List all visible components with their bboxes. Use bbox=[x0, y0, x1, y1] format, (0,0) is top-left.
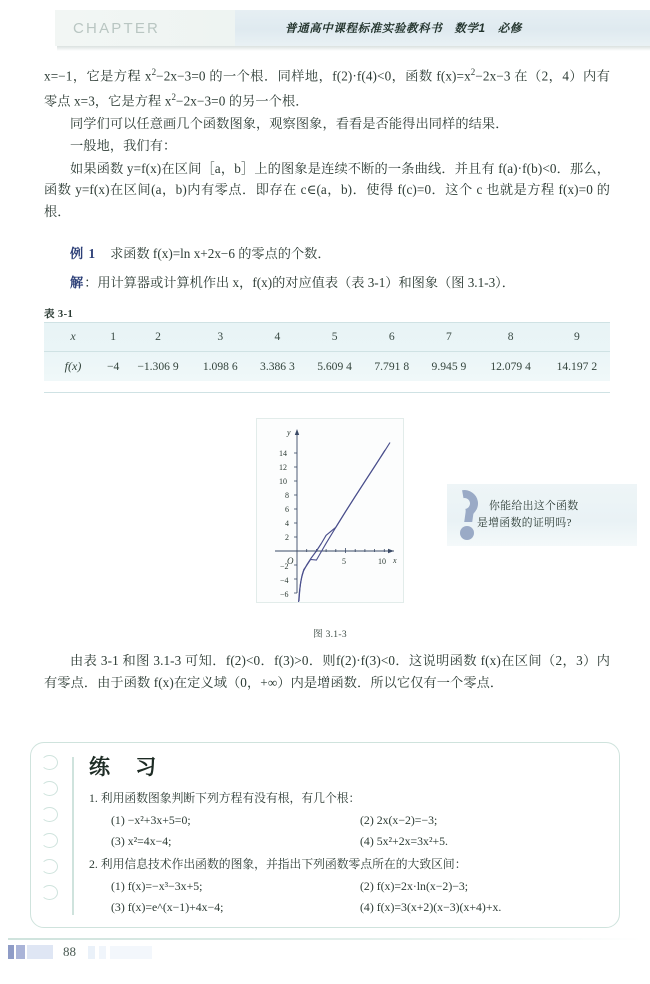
table-rule-top bbox=[44, 322, 610, 323]
table-header-fx: f(x) bbox=[64, 359, 82, 373]
header-title-block bbox=[235, 10, 650, 46]
conclusion-paragraph: 由表 3-1 和图 3.1-3 可知．f(2)<0．f(3)>0．则f(2)·f(3)<0．这说明函数 f(x)在区间（2，3）内有零点．由于函数 f(x)在定义域（0，+∞）内是增函数．所以它仅有一个零点． bbox=[44, 653, 610, 690]
y-tick-4: 4 bbox=[285, 519, 289, 528]
ring-hole-icon bbox=[41, 755, 58, 770]
header-shadow bbox=[57, 46, 650, 51]
paragraph-1: x=−1，它是方程 $x^2-2x-3=0$ 的一个根．同样地，f(2)·f(4)<0，函数 $f(x)=x^2-2x-3$ 在（2，4）内有零点 x=3，它是方程 $x^2-2x-3=0$ 的另一个根． bbox=[44, 67, 611, 109]
table-label: 表 3-1 bbox=[44, 309, 74, 320]
solution-text: ：用计算器或计算机作出 x，f(x)的对应值表（表 3-1）和图象（图 3.1-3）． bbox=[84, 275, 515, 291]
paragraph-1-seg-a: x=−1，它是方程 x bbox=[44, 68, 152, 84]
question-callout bbox=[447, 484, 637, 546]
table-cell: 2 bbox=[155, 330, 161, 343]
example-tag: 例 1 bbox=[70, 246, 97, 262]
table-cell: 7.791 8 bbox=[374, 360, 410, 373]
solution-tag: 解 bbox=[70, 275, 85, 291]
exercise-2-item-1: (1) f(x)=−x³−3x+5; bbox=[111, 879, 203, 893]
y-tick-10: 10 bbox=[279, 477, 287, 486]
table-cell: −4 bbox=[106, 360, 120, 373]
y-axis-arrow bbox=[295, 429, 299, 435]
table-row-fx bbox=[44, 352, 610, 382]
graph-svg bbox=[257, 419, 403, 602]
ring-hole-icon bbox=[41, 859, 58, 874]
example-statement-text: 求函数 f(x)=ln x+2x−6 的零点的个数． bbox=[110, 246, 331, 262]
paragraph-1-seg-b: −2x−3=0 的一个根．同样地，f(2)·f(4)<0，函数 f(x)=x bbox=[156, 68, 471, 84]
table-rule-bottom bbox=[44, 392, 610, 393]
spacer bbox=[44, 236, 610, 243]
x-axis-label: x bbox=[393, 556, 397, 565]
question-callout-text bbox=[477, 498, 585, 532]
y-axis-label: y bbox=[287, 428, 291, 437]
x-tick-5: 5 bbox=[342, 557, 346, 566]
y-tick-14: 14 bbox=[279, 449, 287, 458]
y-tick-neg4: −4 bbox=[280, 576, 289, 585]
exercise-2-item-4: (4) f(x)=3(x+2)(x−3)(x+4)+x. bbox=[360, 900, 502, 914]
figure-caption: 图 3.1-3 bbox=[313, 630, 347, 640]
exercise-2-item-2: (2) f(x)=2x·ln(x−2)−3; bbox=[360, 879, 469, 893]
exercise-2-row bbox=[89, 876, 609, 897]
table-header-x: x bbox=[70, 329, 76, 343]
page-number: 88 bbox=[63, 944, 76, 959]
exercise-1-row bbox=[89, 831, 609, 852]
y-tick-neg6: −6 bbox=[280, 590, 289, 599]
question-mark-icon bbox=[445, 486, 489, 544]
table-row-x bbox=[44, 322, 610, 352]
footer-bar-icon bbox=[16, 945, 25, 959]
spacer bbox=[44, 223, 610, 236]
ring-hole-icon bbox=[41, 885, 58, 900]
table-cell: 9.945 9 bbox=[431, 360, 467, 373]
table-cell: −1.306 9 bbox=[137, 360, 179, 373]
exercise-1-item-1: (1) −x²+3x+5=0; bbox=[111, 813, 191, 827]
exercise-2-item-3: (3) f(x)=e^(x−1)+4x−4; bbox=[111, 900, 224, 914]
paragraph-3: 一般地，我们有： bbox=[70, 138, 177, 154]
table-cell: 6 bbox=[388, 330, 395, 343]
spiral-rings bbox=[41, 755, 63, 917]
chapter-word: CHAPTER bbox=[73, 19, 161, 37]
x-axis-arrow bbox=[388, 549, 394, 553]
question-line-1: 你能给出这个函数 bbox=[489, 500, 579, 512]
exercise-1-item-4: (4) 5x²+2x=3x²+5. bbox=[360, 834, 448, 848]
exercise-1-item-2: (2) 2x(x−2)=−3; bbox=[360, 813, 438, 827]
function-curve bbox=[299, 450, 385, 601]
question-line-2: 是增函数的证明吗? bbox=[477, 517, 572, 529]
y-tick-neg2: −2 bbox=[280, 562, 289, 571]
exercise-2-row bbox=[89, 897, 609, 918]
paragraph-2: 同学们可以任意画几个函数图象，观察图象，看看是否能得出同样的结果． bbox=[70, 115, 509, 131]
exercise-1-row bbox=[89, 810, 609, 831]
table-cell: 8 bbox=[507, 330, 514, 343]
value-table bbox=[44, 322, 610, 381]
page-header bbox=[55, 10, 650, 46]
header-chapter-block bbox=[55, 10, 235, 46]
figure-graph bbox=[256, 418, 404, 603]
ring-hole-icon bbox=[41, 781, 58, 796]
table-cell: 7 bbox=[446, 330, 452, 343]
footer-rule bbox=[8, 938, 642, 940]
table-cell: 1.098 6 bbox=[202, 360, 238, 373]
spacer bbox=[44, 265, 610, 272]
exercise-divider bbox=[72, 757, 74, 915]
table-cell: 3 bbox=[217, 330, 224, 343]
exercise-title: 练 习 bbox=[89, 754, 166, 779]
conclusion-block bbox=[44, 650, 610, 694]
y-tick-2: 2 bbox=[285, 533, 289, 542]
footer-bar-icon bbox=[8, 945, 14, 959]
ring-hole-icon bbox=[41, 807, 58, 822]
paragraph-1-seg-c: −2x−3 在（2，4）内有零点 x=3，它是方程 x bbox=[44, 68, 611, 109]
footer-bar-icon bbox=[27, 945, 53, 959]
y-tick-12: 12 bbox=[279, 463, 287, 472]
page-footer bbox=[8, 944, 152, 960]
origin-label: O bbox=[287, 556, 294, 566]
paragraph-1-seg-d: −2x−3=0 的另一个根． bbox=[176, 93, 309, 109]
table-cell: 9 bbox=[573, 330, 580, 343]
example-solution bbox=[44, 272, 610, 294]
table-cell: 1 bbox=[110, 330, 117, 343]
x-tick-10: 10 bbox=[378, 557, 386, 566]
table-cell: 4 bbox=[274, 330, 281, 343]
exercise-2-prompt: 2. 利用信息技术作出函数的图象，并指出下列函数零点所在的大致区间： bbox=[89, 857, 467, 871]
footer-bar-icon bbox=[99, 946, 106, 959]
exercise-content bbox=[89, 789, 609, 918]
function-curve-main bbox=[299, 443, 390, 603]
paragraph-4: 如果函数 y=f(x)在区间［a，b］上的图象是连续不断的一条曲线．并且有 f(a)·f(b)<0．那么，函数 y=f(x)在区间(a，b)内有零点．即存在 c∈(a，b)．使得 f(c)=0．这个 c 也就是方程 f(x)=0 的根． bbox=[44, 160, 610, 219]
y-tick-6: 6 bbox=[285, 505, 289, 514]
footer-bar-icon bbox=[110, 946, 152, 959]
table-cell: 12.079 4 bbox=[490, 360, 531, 373]
table-cell: 3.386 3 bbox=[260, 360, 295, 373]
exercise-box bbox=[30, 742, 620, 928]
example-statement bbox=[44, 243, 610, 265]
table-cell: 5 bbox=[331, 330, 338, 343]
exercise-1-prompt: 1. 利用函数图象判断下列方程有没有根，有几个根： bbox=[89, 791, 361, 805]
y-tick-8: 8 bbox=[285, 491, 289, 500]
main-text bbox=[44, 62, 610, 294]
footer-bar-icon bbox=[88, 946, 95, 959]
exercise-1-item-3: (3) x²=4x−4; bbox=[111, 834, 172, 848]
header-title: 普通高中课程标准实验教科书 数学1 必修 bbox=[285, 23, 522, 35]
table-cell: 5.609 4 bbox=[317, 360, 352, 373]
table-cell: 14.197 2 bbox=[556, 360, 598, 373]
ring-hole-icon bbox=[41, 833, 58, 848]
